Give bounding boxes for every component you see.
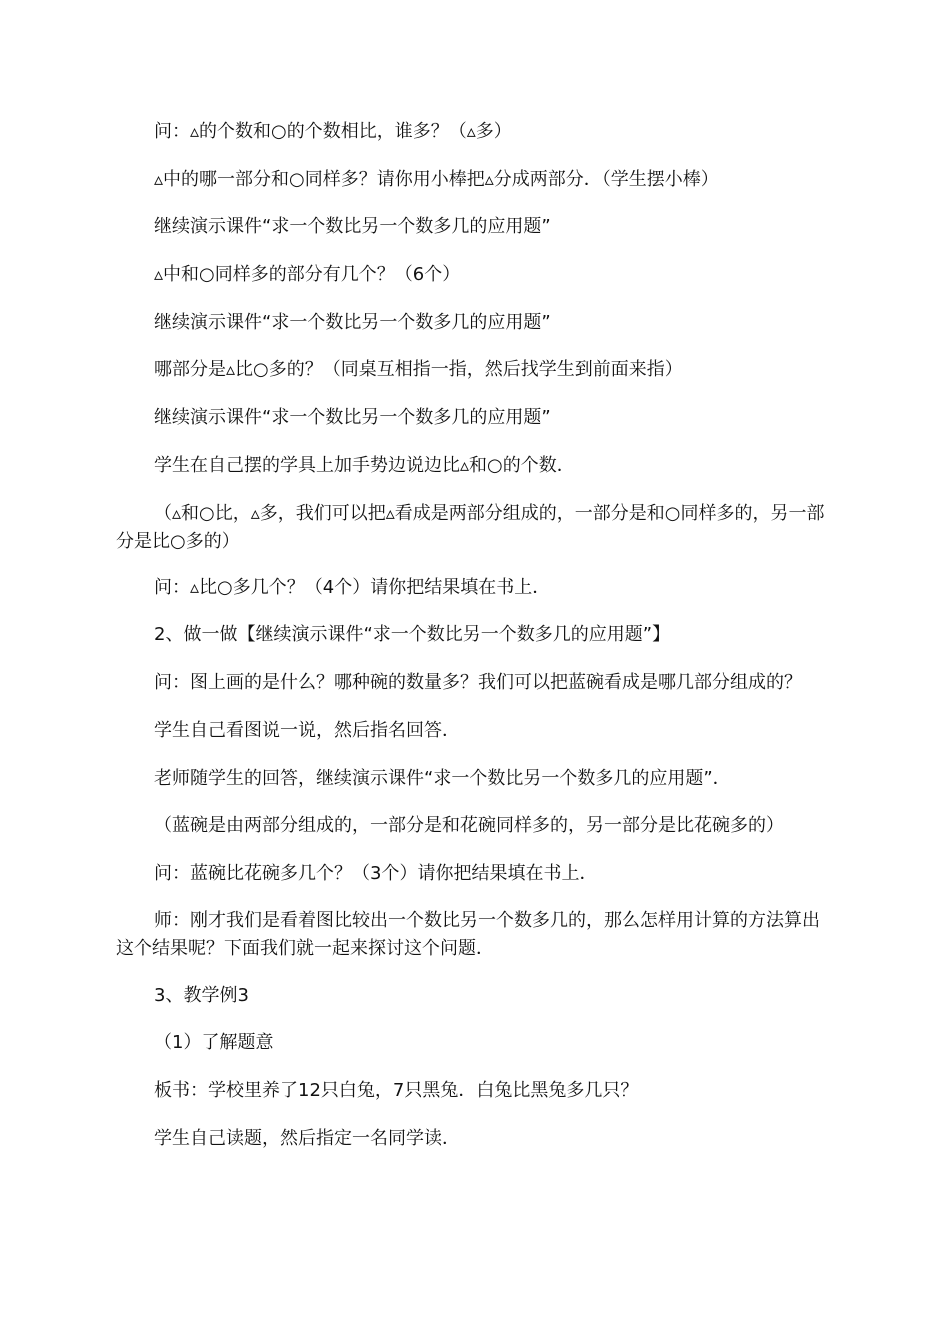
paragraph-1: 问：▵的个数和○的个数相比，谁多？（▵多） [154,121,512,142]
paragraph-20: 板书：学校里养了12只白兔，7只黑兔．白兔比黑兔多几只？ [154,1080,639,1101]
paragraph-2: ▵中的哪一部分和○同样多？请你用小棒把▵分成两部分．（学生摆小棒） [154,169,719,190]
paragraph-9: （▵和○比，▵多，我们可以把▵看成是两部分组成的，一部分是和○同样多的，另一部分是比○多的） [116,503,825,552]
paragraph-14: 老师随学生的回答，继续演示课件“求一个数比另一个数多几的应用题”． [154,768,731,789]
paragraph-6: 哪部分是▵比○多的？（同桌互相指一指，然后找学生到前面来指） [154,359,683,380]
paragraph-4: ▵中和○同样多的部分有几个？（6个） [154,264,461,285]
paragraph-3: 继续演示课件“求一个数比另一个数多几的应用题” [154,216,551,237]
paragraph-11: 2、做一做【继续演示课件“求一个数比另一个数多几的应用题”】 [154,624,671,645]
paragraph-7: 继续演示课件“求一个数比另一个数多几的应用题” [154,407,551,428]
paragraph-15: （蓝碗是由两部分组成的，一部分是和花碗同样多的，另一部分是比花碗多的） [154,815,784,836]
paragraph-12: 问：图上画的是什么？哪种碗的数量多？我们可以把蓝碗看成是哪几部分组成的？ [154,672,802,693]
paragraph-19: （1）了解题意 [154,1032,274,1053]
paragraph-8: 学生在自己摆的学具上加手势边说边比▵和○的个数． [154,455,575,476]
paragraph-16: 问：蓝碗比花碗多几个？（3个）请你把结果填在书上． [154,863,598,884]
paragraph-13: 学生自己看图说一说，然后指名回答． [154,720,460,741]
paragraph-18: 3、教学例3 [154,985,249,1006]
paragraph-5: 继续演示课件“求一个数比另一个数多几的应用题” [154,312,551,333]
paragraph-21: 学生自己读题，然后指定一名同学读． [154,1128,460,1149]
paragraph-10: 问：▵比○多几个？（4个）请你把结果填在书上． [154,577,551,598]
paragraph-17: 师：刚才我们是看着图比较出一个数比另一个数多几的，那么怎样用计算的方法算出这个结果呢？下面我们就一起来探讨这个问题． [116,910,820,959]
